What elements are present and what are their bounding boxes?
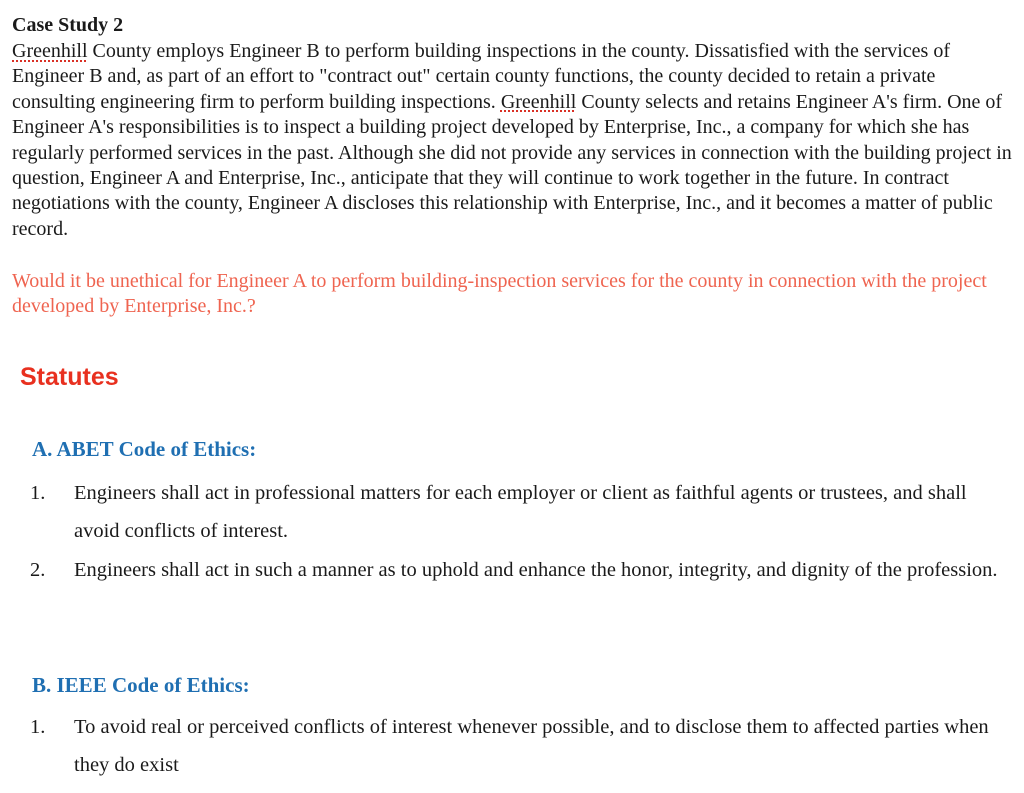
list-number: 2. (30, 559, 46, 581)
case-question: Would it be unethical for Engineer A to perform building-inspection services for the county in connection with the project developed by Enterprise, Inc.? (12, 270, 987, 318)
list-item (0, 474, 1010, 550)
ieee-list (0, 708, 1010, 785)
section-heading-ieee: B. IEEE Code of Ethics: (32, 673, 250, 697)
section-heading-abet: A. ABET Code of Ethics: (32, 437, 257, 461)
spellcheck-word[interactable]: Greenhill (12, 40, 88, 62)
case-study-title: Case Study 2 (12, 14, 124, 36)
list-number: 1. (30, 482, 46, 504)
list-item-text: To avoid real or perceived conflicts of interest whenever possible, and to disclose them to affected parties when they do exist (74, 716, 989, 776)
list-item-text: Engineers shall act in such a manner as to uphold and enhance the honor, integrity, and dignity of the profession. (74, 559, 998, 581)
statutes-heading: Statutes (20, 363, 119, 391)
list-number: 1. (30, 716, 46, 738)
list-item (0, 551, 1010, 589)
list-item-text: Engineers shall act in professional matters for each employer or client as faithful agents or trustees, and shall avoid conflicts of interest. (74, 482, 967, 542)
list-item (0, 708, 1010, 784)
case-body-text: County employs Engineer B to perform building inspections in the county. Dissatisfied with the services of Engineer B and, as part of an effort to "contract out" certain county functions, the county decided to retain a private consulting engineering firm to perform building inspections. (12, 40, 950, 113)
case-study-body (12, 39, 1012, 242)
spellcheck-word[interactable]: Greenhill (500, 90, 577, 113)
case-body-text: County selects and retains Engineer A's firm. One of Engineer A's responsibilities is to inspect a building project developed by Enterprise, Inc., a company for which she has regularly performed services in the past. Although she did not provide any services in connection with the building project in question, Engineer A and Enterprise, Inc., anticipate that they will continue to work together in the future. In contract negotiations with the county, Engineer A discloses this relationship with Enterprise, Inc., and it becomes a matter of public record. (12, 90, 1012, 240)
abet-list (0, 474, 1010, 590)
